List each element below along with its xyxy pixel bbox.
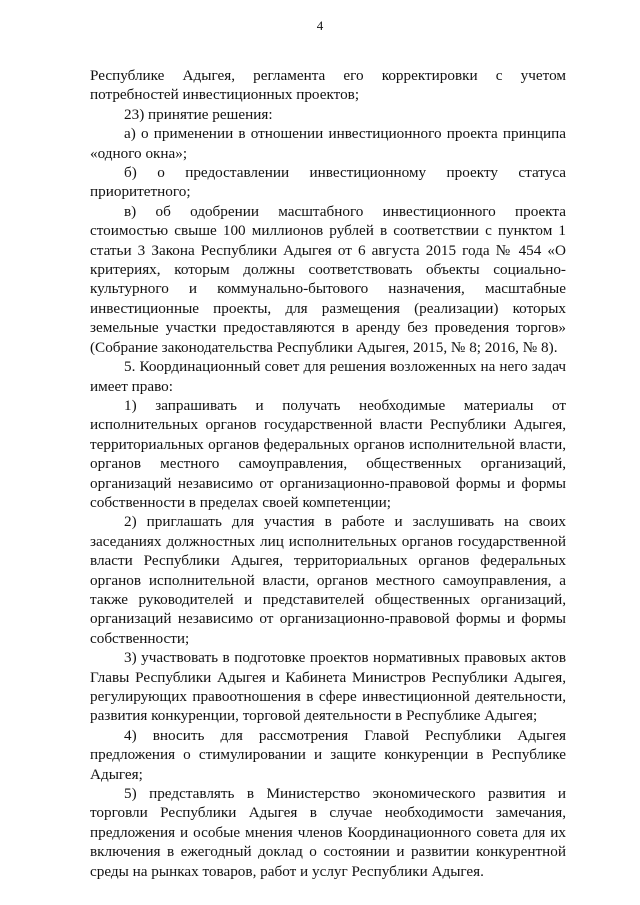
paragraph: в) об одобрении масштабного инвестиционного проекта стоимостью свыше 100 миллионов рублей в соответствии с пунктом 1 статьи 3 Закона Республики Адыгея от 6 августа 2015 года № 454 «О критериях, которым должны соответствовать объекты социально-культурного и коммунально-бытового назначения, масштабные инвестиционные проекты, для размещения (реализации) которых земельные участки предоставляются в аренду без проведения торгов» (Собрание законодательства Республики Адыгея, 2015, № 8; 2016, № 8). [90,202,566,356]
paragraph: 2) приглашать для участия в работе и заслушивать на своих заседаниях должностных лиц исполнительных органов государственной власти Республики Адыгея, территориальных органов федеральных органов исполнительной власти, органов местного самоуправления, а также руководителей и представителей общественных организаций, организаций независимо от организационно-правовой формы и формы собственности; [90,513,566,647]
paragraph: б) о предоставлении инвестиционному проекту статуса приоритетного; [90,164,566,201]
paragraph: а) о применении в отношении инвестиционного проекта принципа «одного окна»; [90,125,566,162]
document-body [90,66,566,881]
paragraph: Республике Адыгея, регламента его корректировки с учетом потребностей инвестиционных проектов; [90,67,566,104]
paragraph: 5. Координационный совет для решения возложенных на него задач имеет право: [90,358,566,395]
paragraph: 5) представлять в Министерство экономического развития и торговли Республики Адыгея в случае необходимости замечания, предложения и особые мнения членов Координационного совета для их включения в ежегодный доклад о состоянии и развитии конкурентной среды на рынках товаров, работ и услуг Республики Адыгея. [90,785,566,880]
paragraph: 1) запрашивать и получать необходимые материалы от исполнительных органов государственной власти Республики Адыгея, территориальных органов федеральных органов исполнительной власти, органов местного самоуправления, общественных организаций, организаций независимо от организационно-правовой формы и формы собственности в пределах своей компетенции; [90,396,566,511]
paragraph: 23) принятие решения: [124,105,273,123]
page-number: 4 [316,18,324,33]
paragraph: 3) участвовать в подготовке проектов нормативных правовых актов Главы Республики Адыгея и Кабинета Министров Республики Адыгея, регулирующих правоотношения в сфере инвестиционной деятельности, развития конкуренции, торговой деятельности в Республике Адыгея; [90,649,566,725]
paragraph: 4) вносить для рассмотрения Главой Республики Адыгея предложения о стимулировании и защите конкуренции в Республике Адыгея; [90,726,566,783]
